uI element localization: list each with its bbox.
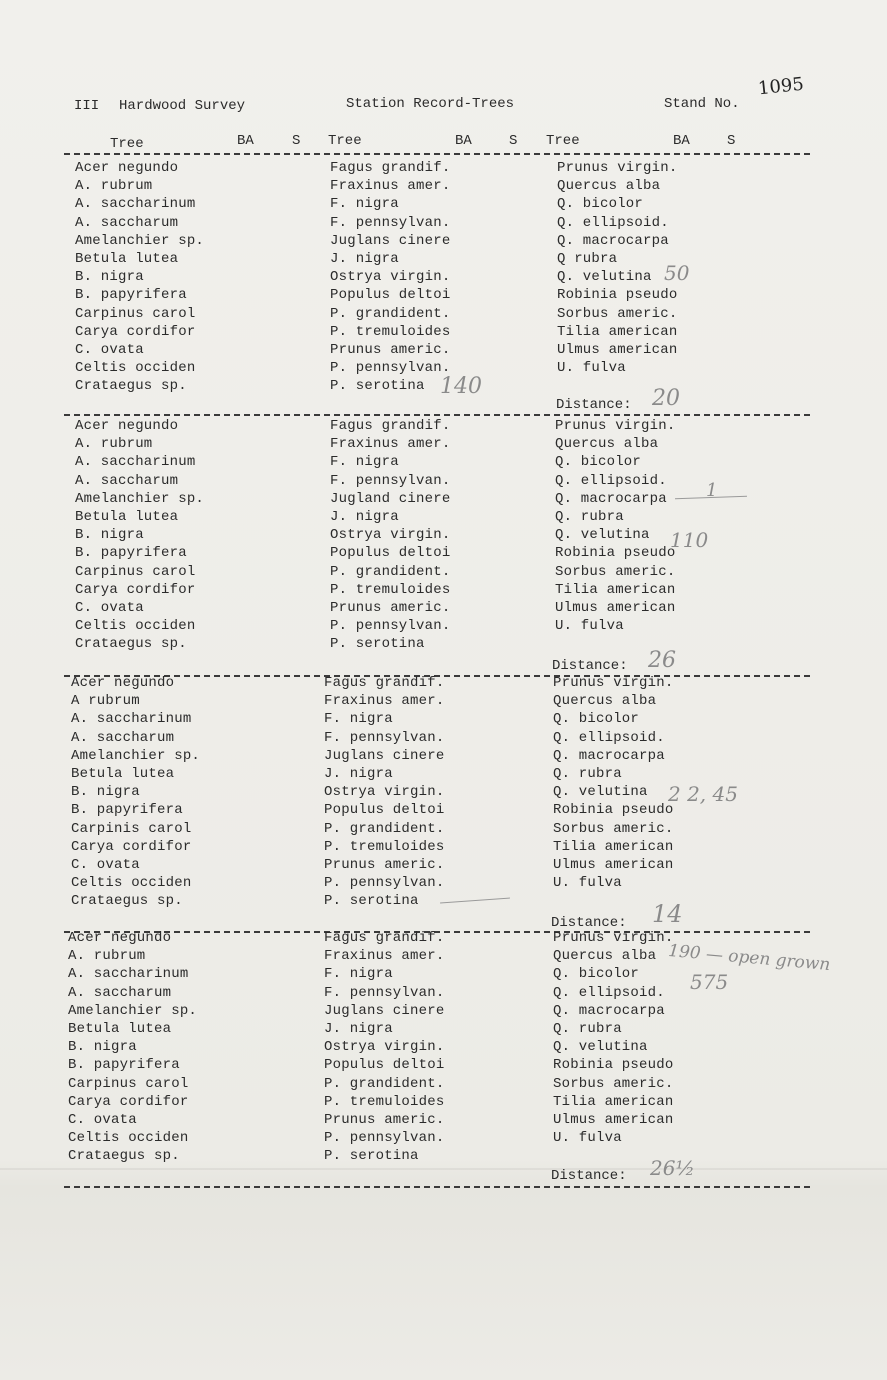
species-entry: Carpinus carol xyxy=(75,305,196,322)
species-column-3 xyxy=(557,159,677,377)
species-entry: Populus deltoi xyxy=(324,1057,445,1074)
note-velutina: 110 xyxy=(670,528,709,552)
col2-s-heading: S xyxy=(509,133,518,149)
species-entry: A. rubrum xyxy=(75,178,153,195)
species-entry: Fagus grandif. xyxy=(330,418,451,434)
species-entry: Prunus virgin. xyxy=(557,160,678,176)
species-entry: Ulmus american xyxy=(553,1111,674,1128)
species-entry: F. pennsylvan. xyxy=(324,984,445,1001)
col1-ba-heading: BA xyxy=(237,133,254,149)
species-entry: Q. bicolor xyxy=(553,711,640,728)
species-entry: C. ovata xyxy=(75,599,144,616)
station-block xyxy=(0,417,887,667)
note-velutina: 2 2, 45 xyxy=(668,782,738,806)
species-entry: Betula lutea xyxy=(71,765,175,782)
species-entry: P. tremuloides xyxy=(324,838,445,855)
species-entry: Q. ellipsoid. xyxy=(557,214,669,231)
species-entry: Quercus alba xyxy=(557,178,661,195)
species-entry: Ulmus american xyxy=(557,341,678,358)
species-column-2 xyxy=(324,674,444,910)
species-entry: F. nigra xyxy=(330,196,399,213)
species-entry: F. pennsylvan. xyxy=(330,214,451,231)
species-entry: B. papyrifera xyxy=(75,287,187,304)
species-entry: Q. velutina xyxy=(557,269,652,286)
species-entry: Acer negundo xyxy=(75,418,179,434)
species-entry: Prunus americ. xyxy=(330,599,451,616)
species-entry: A. saccharum xyxy=(75,214,179,231)
species-entry: Crataegus sp. xyxy=(68,1148,180,1165)
species-entry: U. fulva xyxy=(553,875,622,892)
species-entry: Crataegus sp. xyxy=(71,893,183,910)
species-entry: Populus deltoi xyxy=(324,802,445,819)
stand-label: Stand No. xyxy=(664,96,740,112)
species-entry: Populus deltoi xyxy=(330,287,451,304)
species-entry: J. nigra xyxy=(324,765,393,782)
station-block xyxy=(0,674,887,924)
species-entry: Q. velutina xyxy=(555,527,650,544)
species-column-1 xyxy=(71,674,200,910)
species-entry: J. nigra xyxy=(330,508,399,525)
species-entry: Celtis occiden xyxy=(68,1130,189,1147)
note-bicolor: 575 xyxy=(690,970,729,994)
species-entry: B. papyrifera xyxy=(71,802,183,819)
species-entry: Sorbus americ. xyxy=(557,305,678,322)
species-entry: U. fulva xyxy=(557,360,626,377)
species-entry: Juglans cinere xyxy=(324,1002,445,1019)
species-entry: Prunus americ. xyxy=(324,856,445,873)
species-entry: Juglans cinere xyxy=(330,232,451,249)
species-entry: P. grandident. xyxy=(324,820,445,837)
species-entry: F. nigra xyxy=(330,454,399,471)
separator-1 xyxy=(64,414,810,416)
note-alba: 190 — open grown xyxy=(667,940,832,976)
species-entry: Ostrya virgin. xyxy=(330,527,451,544)
distance-value: 26½ xyxy=(650,1156,695,1180)
species-entry: Quercus alba xyxy=(553,948,657,965)
species-entry: Amelanchier sp. xyxy=(75,232,205,249)
species-entry: Celtis occiden xyxy=(71,875,192,892)
species-entry: Amelanchier sp. xyxy=(68,1002,198,1019)
species-entry: Prunus virgin. xyxy=(553,675,674,691)
species-entry: P. tremuloides xyxy=(330,323,451,340)
species-entry: Q. velutina xyxy=(553,784,648,801)
species-entry: Robinia pseudo xyxy=(555,545,676,562)
species-entry: Prunus americ. xyxy=(330,341,451,358)
species-entry: F. pennsylvan. xyxy=(330,472,451,489)
species-entry: Ostrya virgin. xyxy=(324,784,445,801)
species-entry: Carya cordifor xyxy=(68,1093,189,1110)
species-entry: Q. rubra xyxy=(553,765,622,782)
species-entry: Jugland cinere xyxy=(330,490,451,507)
species-entry: C. ovata xyxy=(75,341,144,358)
species-entry: Quercus alba xyxy=(555,436,659,453)
species-entry: B. nigra xyxy=(75,269,144,286)
distance-value: 20 xyxy=(652,386,680,411)
species-entry: A. saccharum xyxy=(68,984,172,1001)
species-entry: A. saccharinum xyxy=(71,711,192,728)
species-entry: Ostrya virgin. xyxy=(330,269,451,286)
species-entry: Fraxinus amer. xyxy=(324,948,445,965)
species-column-3 xyxy=(553,674,673,892)
species-entry: Crataegus sp. xyxy=(75,636,187,653)
species-entry: U. fulva xyxy=(553,1130,622,1147)
species-column-2 xyxy=(330,159,450,395)
separator-4 xyxy=(64,1186,810,1188)
species-entry: Celtis occiden xyxy=(75,618,196,635)
col1-tree-heading: Tree xyxy=(110,136,144,152)
species-entry: Fraxinus amer. xyxy=(324,693,445,710)
col2-ba-heading: BA xyxy=(455,133,472,149)
species-entry: Q. bicolor xyxy=(555,454,642,471)
species-entry: P. grandident. xyxy=(324,1075,445,1092)
species-entry: J. nigra xyxy=(324,1020,393,1037)
species-entry: Carpinus carol xyxy=(68,1075,189,1092)
species-entry: Q. bicolor xyxy=(557,196,644,213)
species-entry: F. nigra xyxy=(324,711,393,728)
species-entry: P. grandident. xyxy=(330,305,451,322)
species-entry: Betula lutea xyxy=(68,1020,172,1037)
species-entry: P. serotina xyxy=(330,636,425,653)
species-entry: P. serotina xyxy=(324,1148,419,1165)
species-entry: Q. bicolor xyxy=(553,966,640,983)
species-entry: Q. ellipsoid. xyxy=(553,984,665,1001)
species-entry: Ulmus american xyxy=(553,856,674,873)
species-column-2 xyxy=(330,417,450,653)
species-entry: A. rubrum xyxy=(75,436,153,453)
species-entry: Tilia american xyxy=(557,323,678,340)
species-entry: Fraxinus amer. xyxy=(330,436,451,453)
species-entry: P. pennsylvan. xyxy=(330,618,451,635)
species-entry: C. ovata xyxy=(68,1111,137,1128)
species-entry: Fagus grandif. xyxy=(324,675,445,691)
note-velutina: 50 xyxy=(664,261,690,285)
species-entry: Q. rubra xyxy=(553,1020,622,1037)
species-entry: P. pennsylvan. xyxy=(324,1130,445,1147)
species-entry: Acer negundo xyxy=(71,675,175,691)
species-entry: Q rubra xyxy=(557,250,618,267)
species-entry: P. tremuloides xyxy=(324,1093,445,1110)
species-entry: P. pennsylvan. xyxy=(324,875,445,892)
species-entry: Carya cordifor xyxy=(75,323,196,340)
distance-value: 26 xyxy=(648,648,676,673)
species-entry: F. pennsylvan. xyxy=(324,729,445,746)
species-column-1 xyxy=(75,417,204,653)
species-entry: Celtis occiden xyxy=(75,360,196,377)
note-macrocarpa: 1 xyxy=(706,480,718,501)
species-entry: Fagus grandif. xyxy=(324,930,445,946)
species-entry: Robinia pseudo xyxy=(553,1057,674,1074)
species-entry: Tilia american xyxy=(555,581,676,598)
species-entry: Robinia pseudo xyxy=(557,287,678,304)
species-entry: Prunus virgin. xyxy=(553,930,674,946)
species-column-3 xyxy=(555,417,675,635)
species-entry: Betula lutea xyxy=(75,250,179,267)
species-entry: Q. ellipsoid. xyxy=(555,472,667,489)
species-entry: Robinia pseudo xyxy=(553,802,674,819)
species-entry: A. saccharinum xyxy=(75,454,196,471)
species-column-1 xyxy=(68,929,197,1165)
station-block xyxy=(0,159,887,409)
species-entry: Prunus americ. xyxy=(324,1111,445,1128)
header-record-title: Station Record-Trees xyxy=(346,96,515,112)
col3-ba-heading: BA xyxy=(673,133,690,149)
species-entry: Sorbus americ. xyxy=(553,1075,674,1092)
species-entry: Tilia american xyxy=(553,838,674,855)
species-entry: Q. macrocarpa xyxy=(555,490,667,507)
species-entry: Betula lutea xyxy=(75,508,179,525)
species-entry: Prunus virgin. xyxy=(555,418,676,434)
separator-header xyxy=(64,153,810,155)
species-entry: P. grandident. xyxy=(330,563,451,580)
species-entry: Carpinis carol xyxy=(71,820,192,837)
species-entry: Populus deltoi xyxy=(330,545,451,562)
species-entry: Ostrya virgin. xyxy=(324,1039,445,1056)
species-entry: Q. velutina xyxy=(553,1039,648,1056)
species-entry: Q. macrocarpa xyxy=(553,747,665,764)
species-entry: Carya cordifor xyxy=(71,838,192,855)
species-entry: Ulmus american xyxy=(555,599,676,616)
distance-value: 14 xyxy=(652,900,683,928)
species-entry: Sorbus americ. xyxy=(555,563,676,580)
species-entry: J. nigra xyxy=(330,250,399,267)
species-entry: A. saccharinum xyxy=(68,966,189,983)
species-column-2 xyxy=(324,929,444,1165)
species-entry: Sorbus americ. xyxy=(553,820,674,837)
species-entry: F. nigra xyxy=(324,966,393,983)
species-entry: U. fulva xyxy=(555,618,624,635)
species-entry: Juglans cinere xyxy=(324,747,445,764)
species-entry: Fagus grandif. xyxy=(330,160,451,176)
species-entry: Acer negundo xyxy=(68,930,172,946)
note-serotina: 140 xyxy=(440,374,482,399)
distance-label: Distance: xyxy=(551,1168,627,1184)
species-entry: Q. macrocarpa xyxy=(557,232,669,249)
species-entry: B. papyrifera xyxy=(75,545,187,562)
species-entry: Q. macrocarpa xyxy=(553,1002,665,1019)
species-entry: P. tremuloides xyxy=(330,581,451,598)
header-series: III xyxy=(74,98,100,114)
species-column-3 xyxy=(553,929,673,1147)
species-entry: A rubrum xyxy=(71,693,140,710)
distance-label: Distance: xyxy=(552,658,628,674)
stand-number: 1095 xyxy=(757,73,805,100)
header-survey-title: Hardwood Survey xyxy=(119,98,246,114)
species-entry: B. nigra xyxy=(75,527,144,544)
species-column-1 xyxy=(75,159,204,395)
species-entry: B. nigra xyxy=(71,784,140,801)
species-entry: Fraxinus amer. xyxy=(330,178,451,195)
species-entry: Carya cordifor xyxy=(75,581,196,598)
species-entry: A. rubrum xyxy=(68,948,146,965)
species-entry: C. ovata xyxy=(71,856,140,873)
species-entry: A. saccharum xyxy=(71,729,175,746)
species-entry: Q. ellipsoid. xyxy=(553,729,665,746)
species-entry: Quercus alba xyxy=(553,693,657,710)
distance-label: Distance: xyxy=(551,915,627,931)
species-entry: A. saccharinum xyxy=(75,196,196,213)
distance-label: Distance: xyxy=(556,397,632,413)
species-entry: P. serotina xyxy=(330,378,425,395)
col1-s-heading: S xyxy=(292,133,301,149)
col2-tree-heading: Tree xyxy=(328,133,362,149)
species-entry: B. nigra xyxy=(68,1039,137,1056)
species-entry: A. saccharum xyxy=(75,472,179,489)
species-entry: P. serotina xyxy=(324,893,419,910)
species-entry: Amelanchier sp. xyxy=(71,747,201,764)
col3-tree-heading: Tree xyxy=(546,133,580,149)
species-entry: Crataegus sp. xyxy=(75,378,187,395)
species-entry: Amelanchier sp. xyxy=(75,490,205,507)
species-entry: Carpinus carol xyxy=(75,563,196,580)
species-entry: B. papyrifera xyxy=(68,1057,180,1074)
species-entry: Acer negundo xyxy=(75,160,179,176)
species-entry: Q. rubra xyxy=(555,508,624,525)
col3-s-heading: S xyxy=(727,133,736,149)
species-entry: Tilia american xyxy=(553,1093,674,1110)
species-entry: P. pennsylvan. xyxy=(330,360,451,377)
